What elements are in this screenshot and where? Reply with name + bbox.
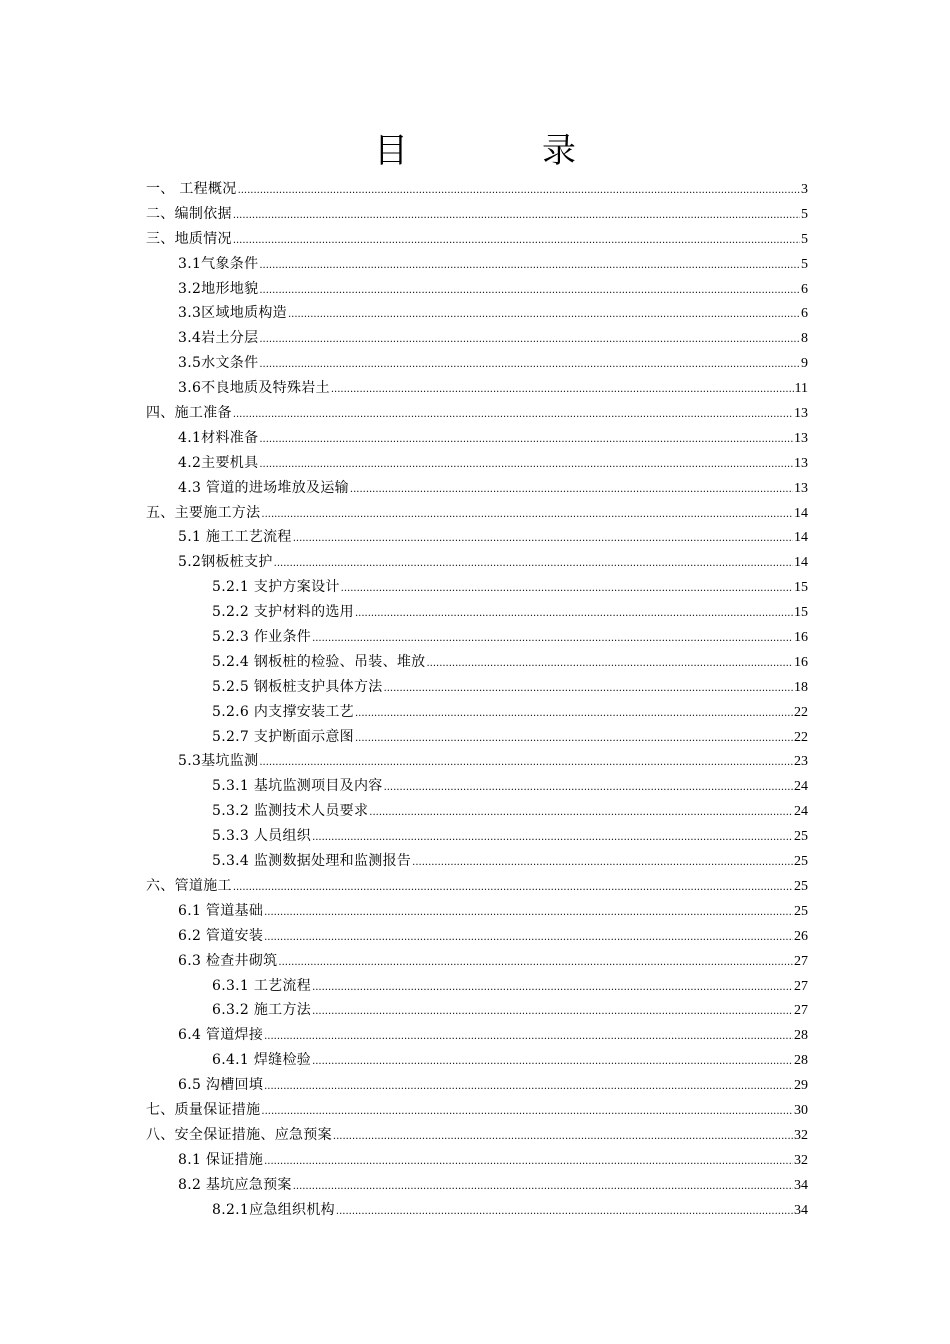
toc-entry[interactable] — [146, 525, 808, 550]
toc-entry-page-number: 6 — [801, 281, 808, 297]
toc-entry-label: 八、安全保证措施、应急预案 — [146, 1126, 332, 1143]
toc-entry[interactable] — [146, 1173, 808, 1198]
toc-dot-leader — [412, 849, 793, 876]
toc-entry[interactable] — [146, 974, 808, 999]
toc-entry-page-number: 27 — [794, 978, 808, 994]
toc-entry-page-number: 22 — [794, 704, 808, 720]
toc-dot-leader — [333, 1123, 793, 1150]
toc-dot-leader — [288, 301, 800, 328]
toc-entry-page-number: 23 — [794, 754, 808, 770]
toc-entry-page-number: 13 — [794, 406, 808, 422]
toc-entry-page-number: 28 — [794, 1028, 808, 1044]
toc-dot-leader — [264, 1148, 793, 1175]
toc-entry-page-number: 32 — [794, 1127, 808, 1143]
toc-entry-label: 六、管道施工 — [146, 877, 232, 894]
toc-entry[interactable] — [146, 1123, 808, 1148]
toc-entry[interactable] — [146, 1198, 808, 1223]
toc-entry-label: 5.3.2 监测技术人员要求 — [212, 803, 369, 820]
toc-entry-page-number: 8 — [801, 331, 808, 347]
toc-entry-page-number: 14 — [794, 530, 808, 546]
toc-entry[interactable] — [146, 227, 808, 252]
toc-entry-page-number: 29 — [794, 1078, 808, 1094]
toc-entry[interactable] — [146, 799, 808, 824]
toc-dot-leader — [355, 700, 793, 727]
toc-entry-label: 6.2 管道安装 — [178, 927, 264, 944]
toc-entry-label: 6.4 管道焊接 — [178, 1027, 264, 1044]
toc-entry[interactable] — [146, 1098, 808, 1123]
toc-entry-page-number: 15 — [794, 580, 808, 596]
toc-entry[interactable] — [146, 700, 808, 725]
toc-entry-label: 5.2.5 钢板桩支护具体方法 — [212, 678, 383, 695]
toc-entry[interactable] — [146, 351, 808, 376]
toc-dot-leader — [233, 401, 793, 428]
toc-entry-page-number: 24 — [794, 779, 808, 795]
toc-entry-label: 4.2主要机具 — [178, 454, 259, 471]
toc-dot-leader — [259, 326, 800, 353]
toc-entry-label: 一、 工程概况 — [146, 181, 237, 197]
toc-entry[interactable] — [146, 575, 808, 600]
toc-entry-page-number: 26 — [794, 928, 808, 944]
toc-entry-label: 3.4岩土分层 — [178, 330, 259, 347]
toc-entry-label: 5.1 施工工艺流程 — [178, 529, 292, 546]
toc-entry-label: 6.3 检查井砌筑 — [178, 952, 278, 969]
toc-entry-page-number: 16 — [794, 630, 808, 646]
toc-entry[interactable] — [146, 1073, 808, 1098]
toc-dot-leader — [384, 774, 793, 801]
toc-entry-label: 6.3.1 工艺流程 — [212, 977, 312, 994]
toc-entry[interactable] — [146, 824, 808, 849]
toc-entry[interactable] — [146, 1148, 808, 1173]
toc-entry-label: 5.2.3 作业条件 — [212, 629, 312, 646]
toc-entry-label: 二、编制依据 — [146, 205, 232, 222]
toc-entry[interactable] — [146, 202, 808, 227]
toc-entry[interactable] — [146, 650, 808, 675]
toc-entry[interactable] — [146, 600, 808, 625]
toc-dot-leader — [259, 451, 793, 478]
toc-entry-page-number: 34 — [794, 1202, 808, 1218]
toc-entry-label: 4.1材料准备 — [178, 429, 259, 446]
toc-entry-page-number: 13 — [794, 430, 808, 446]
toc-entry-label: 3.3区域地质构造 — [178, 305, 287, 322]
toc-entry-page-number: 6 — [801, 306, 808, 322]
toc-entry-label: 8.2.1应急组织机构 — [212, 1201, 335, 1218]
toc-entry[interactable] — [146, 550, 808, 575]
toc-entry[interactable] — [146, 774, 808, 799]
toc-dot-leader — [264, 1023, 793, 1050]
toc-entry-label: 3.2地形地貌 — [178, 280, 259, 297]
toc-entry[interactable] — [146, 501, 808, 526]
toc-entry-label: 8.2 基坑应急预案 — [178, 1176, 292, 1193]
toc-entry-label: 三、地质情况 — [146, 230, 232, 247]
toc-entry-page-number: 5 — [801, 206, 808, 222]
toc-entry-label: 5.3基坑监测 — [178, 753, 259, 770]
toc-entry-label: 5.3.3 人员组织 — [212, 828, 312, 845]
toc-entry[interactable] — [146, 451, 808, 476]
toc-entry-label: 6.1 管道基础 — [178, 902, 264, 919]
toc-entry-page-number: 32 — [794, 1152, 808, 1168]
toc-entry[interactable] — [146, 924, 808, 949]
toc-entry[interactable] — [146, 401, 808, 426]
toc-entry-page-number: 3 — [801, 182, 808, 197]
toc-entry-page-number: 18 — [794, 679, 808, 695]
toc-entry[interactable] — [146, 252, 808, 277]
toc-entry-page-number: 27 — [794, 953, 808, 969]
toc-entry[interactable] — [146, 1023, 808, 1048]
toc-entry-page-number: 27 — [794, 1003, 808, 1019]
toc-entry-page-number: 25 — [794, 829, 808, 845]
toc-dot-leader — [233, 227, 800, 254]
toc-entry[interactable] — [146, 725, 808, 750]
toc-entry-label: 5.2.6 内支撑安装工艺 — [212, 703, 354, 720]
toc-entry-label: 8.1 保证措施 — [178, 1151, 264, 1168]
toc-entry-label: 5.2.2 支护材料的选用 — [212, 604, 354, 621]
toc-entry[interactable] — [146, 949, 808, 974]
toc-dot-leader — [259, 426, 793, 453]
toc-dot-leader — [336, 1198, 793, 1225]
toc-dot-leader — [355, 725, 793, 752]
toc-entry-label: 6.5 沟槽回填 — [178, 1077, 264, 1094]
toc-entry[interactable] — [146, 376, 808, 401]
toc-entry[interactable] — [146, 426, 808, 451]
toc-entry[interactable] — [146, 326, 808, 351]
toc-entry[interactable] — [146, 675, 808, 700]
toc-dot-leader — [355, 600, 793, 627]
toc-dot-leader — [238, 177, 800, 204]
toc-entry-page-number: 9 — [801, 356, 808, 372]
toc-entry[interactable] — [146, 301, 808, 326]
toc-entry[interactable] — [146, 1048, 808, 1073]
toc-entry-page-number: 5 — [801, 231, 808, 247]
toc-entry-label: 5.2.1 支护方案设计 — [212, 579, 340, 596]
toc-entry-page-number: 13 — [794, 455, 808, 471]
toc-entry-label: 5.2钢板桩支护 — [178, 554, 273, 571]
toc-entry-page-number: 24 — [794, 804, 808, 820]
toc-entry-page-number: 22 — [794, 729, 808, 745]
toc-entry-label: 四、施工准备 — [146, 405, 232, 422]
toc-dot-leader — [369, 799, 793, 826]
toc-dot-leader — [259, 749, 793, 776]
toc-entry[interactable] — [146, 177, 808, 202]
toc-dot-leader — [293, 1173, 793, 1200]
toc-dot-leader — [274, 550, 793, 577]
toc-dot-leader — [312, 974, 793, 1001]
toc-entry-page-number: 11 — [794, 381, 808, 397]
toc-dot-leader — [426, 650, 793, 677]
toc-entry[interactable] — [146, 625, 808, 650]
toc-entry-label: 5.3.1 基坑监测项目及内容 — [212, 778, 383, 795]
toc-dot-leader — [259, 351, 800, 378]
toc-dot-leader — [331, 376, 794, 403]
toc-dot-leader — [312, 824, 793, 851]
toc-entry[interactable] — [146, 849, 808, 874]
toc-entry-label: 五、主要施工方法 — [146, 504, 261, 521]
toc-entry[interactable] — [146, 899, 808, 924]
toc-entry-label: 5.2.4 钢板桩的检验、吊装、堆放 — [212, 653, 426, 670]
table-of-contents — [146, 177, 808, 1222]
toc-entry-page-number: 34 — [794, 1177, 808, 1193]
toc-entry-label: 5.3.4 监测数据处理和监测报告 — [212, 853, 412, 870]
toc-entry-page-number: 16 — [794, 654, 808, 670]
toc-entry-page-number: 25 — [794, 878, 808, 894]
toc-entry[interactable] — [146, 277, 808, 302]
toc-dot-leader — [350, 476, 793, 503]
toc-dot-leader — [261, 1098, 793, 1125]
toc-entry-page-number: 30 — [794, 1102, 808, 1118]
toc-entry-label: 6.4.1 焊缝检验 — [212, 1052, 312, 1069]
toc-dot-leader — [264, 924, 793, 951]
toc-entry-label: 七、质量保证措施 — [146, 1101, 261, 1118]
toc-dot-leader — [233, 874, 793, 901]
toc-entry-page-number: 5 — [801, 256, 808, 272]
toc-entry[interactable] — [146, 476, 808, 501]
toc-dot-leader — [293, 525, 793, 552]
toc-entry-page-number: 15 — [794, 605, 808, 621]
toc-entry-page-number: 28 — [794, 1053, 808, 1069]
toc-dot-leader — [341, 575, 793, 602]
toc-entry-page-number: 14 — [794, 555, 808, 571]
toc-dot-leader — [261, 501, 793, 528]
toc-entry[interactable] — [146, 874, 808, 899]
toc-dot-leader — [312, 998, 793, 1025]
toc-dot-leader — [312, 1048, 793, 1075]
toc-title: 目 录 — [374, 131, 626, 171]
toc-entry-label: 6.3.2 施工方法 — [212, 1002, 312, 1019]
toc-dot-leader — [264, 1073, 793, 1100]
toc-entry-label: 4.3 管道的进场堆放及运输 — [178, 479, 349, 496]
toc-entry-page-number: 25 — [794, 903, 808, 919]
toc-dot-leader — [264, 899, 793, 926]
toc-entry[interactable] — [146, 749, 808, 774]
toc-entry-page-number: 14 — [794, 505, 808, 521]
toc-entry-label: 5.2.7 支护断面示意图 — [212, 728, 354, 745]
toc-entry-label: 3.1气象条件 — [178, 255, 259, 272]
toc-entry-page-number: 25 — [794, 854, 808, 870]
toc-dot-leader — [278, 949, 793, 976]
toc-dot-leader — [312, 625, 793, 652]
toc-dot-leader — [259, 252, 800, 279]
toc-entry[interactable] — [146, 998, 808, 1023]
toc-dot-leader — [233, 202, 800, 229]
toc-entry-label: 3.6不良地质及特殊岩土 — [178, 380, 330, 397]
toc-entry-label: 3.5水文条件 — [178, 355, 259, 372]
toc-entry-page-number: 13 — [794, 480, 808, 496]
toc-dot-leader — [259, 277, 800, 304]
toc-dot-leader — [384, 675, 793, 702]
